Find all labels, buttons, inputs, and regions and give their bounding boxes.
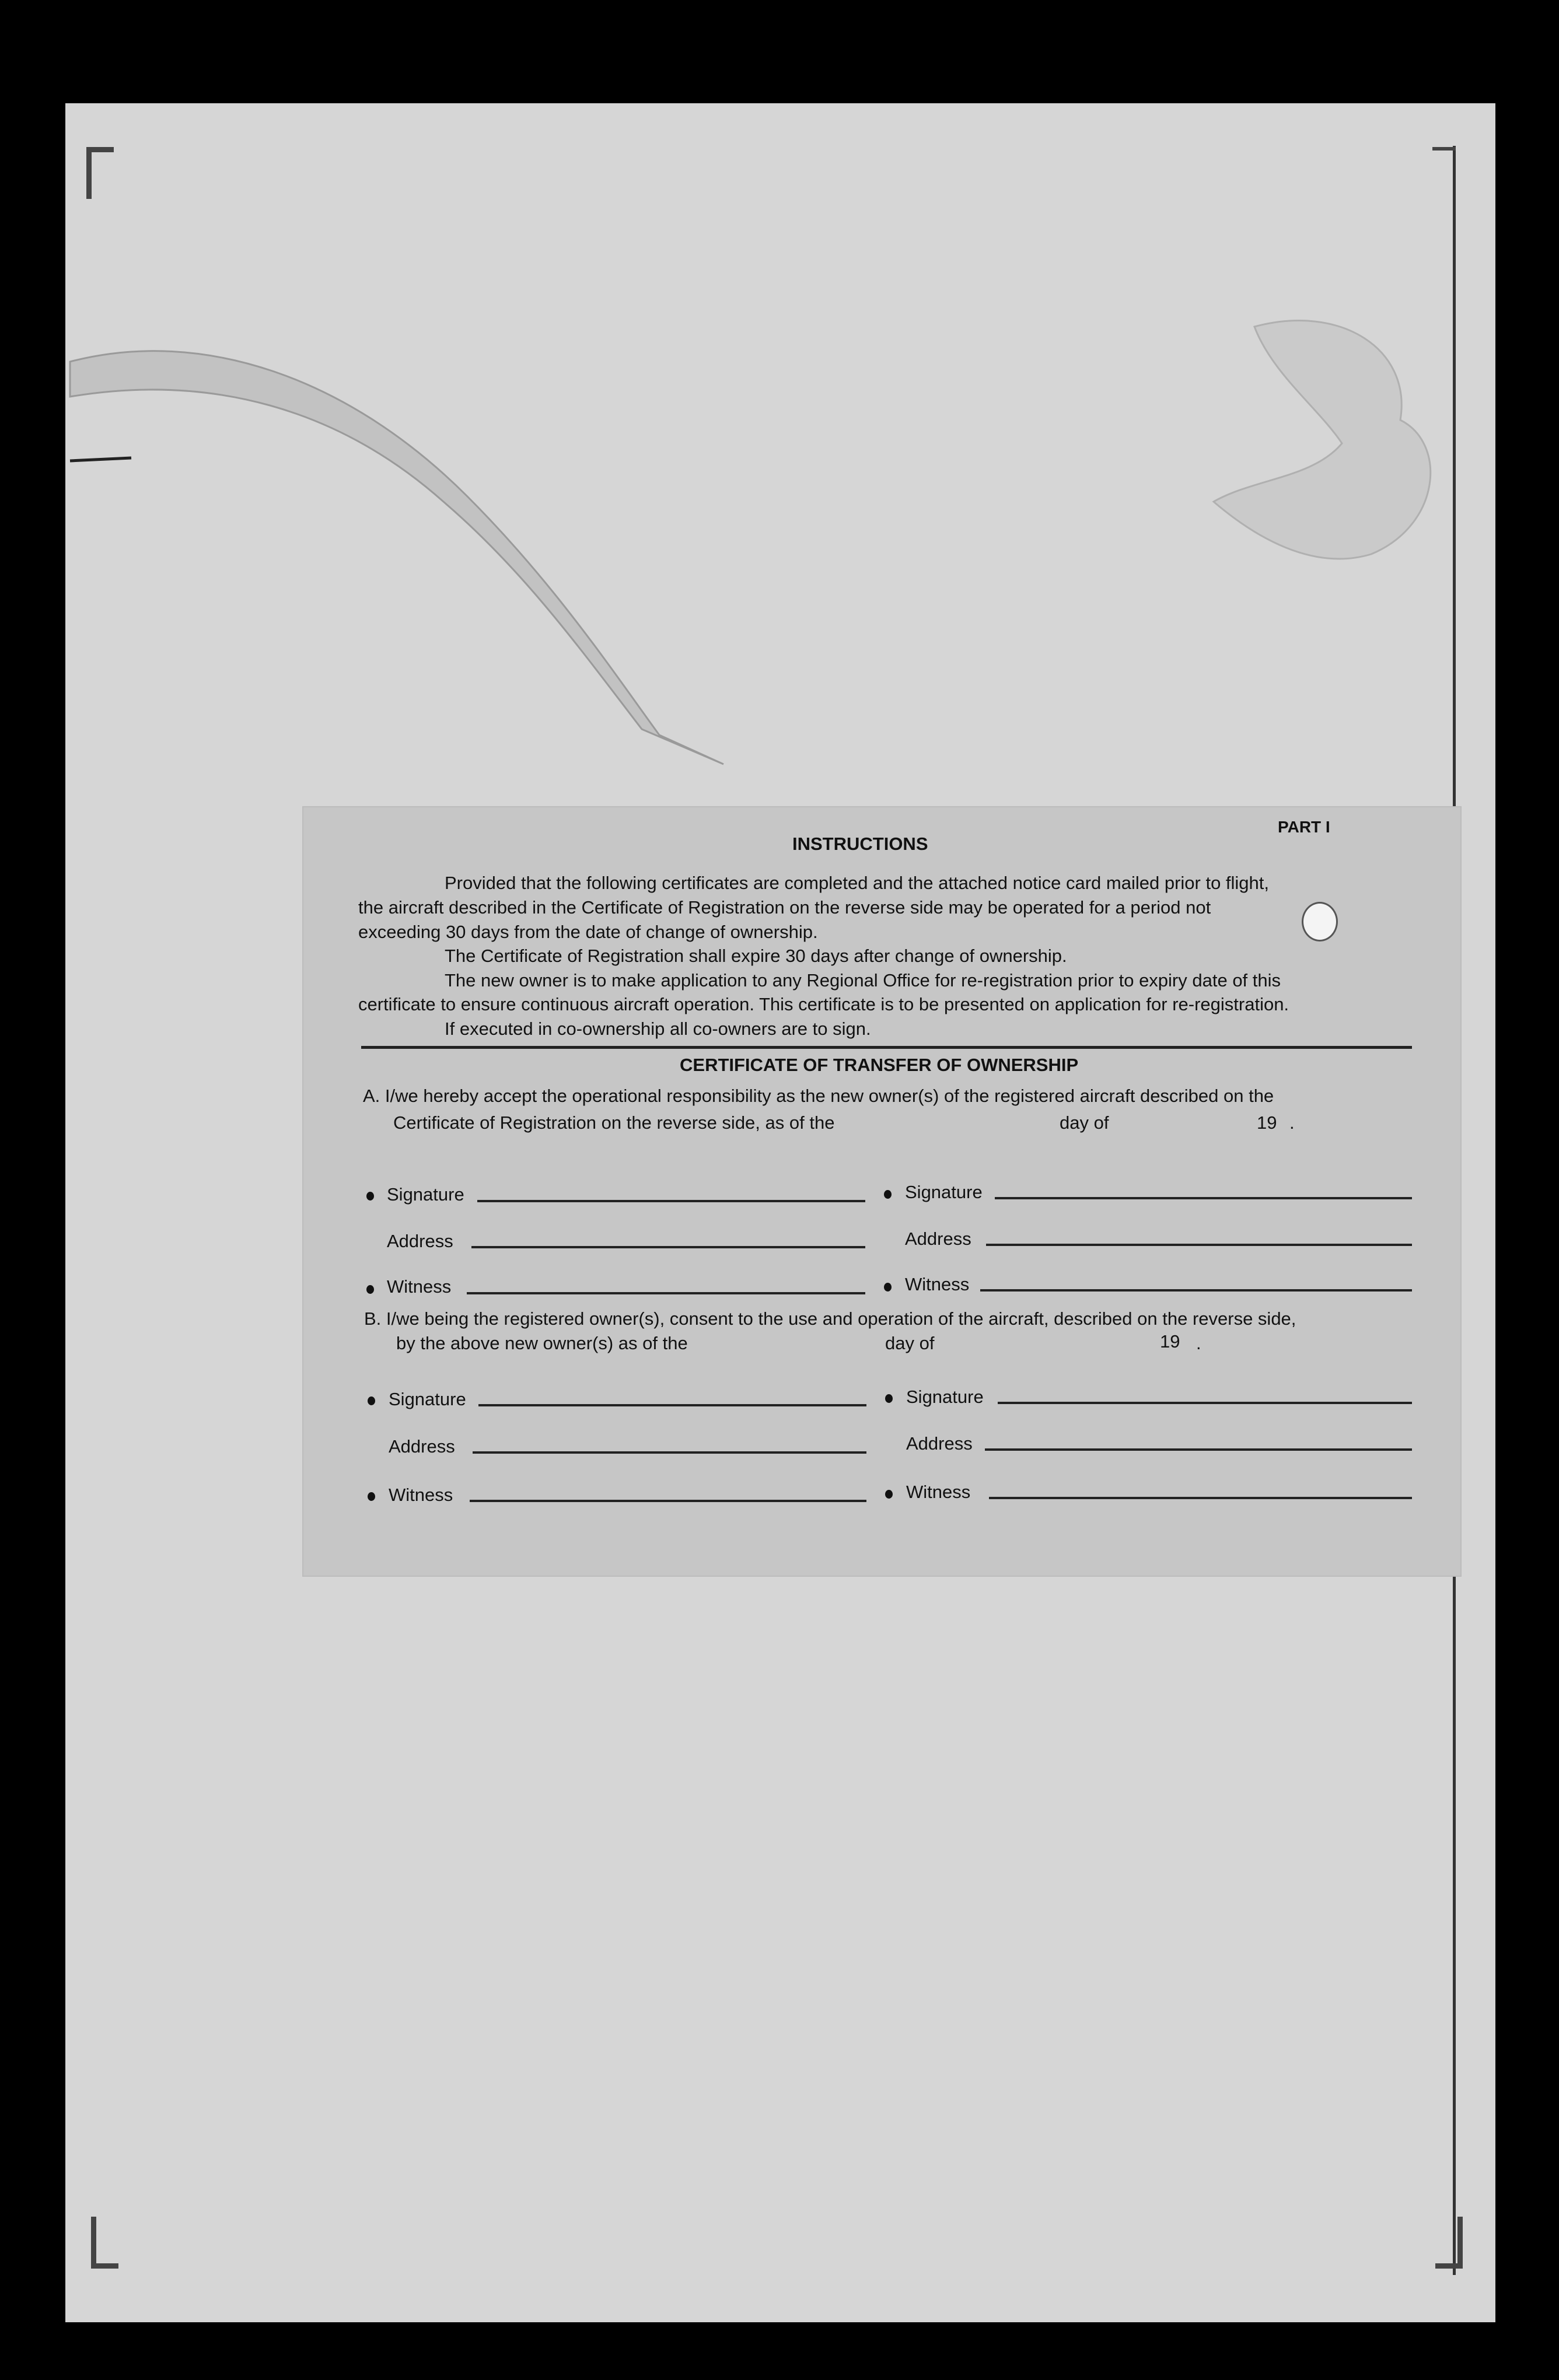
witness-field-a-left[interactable] xyxy=(467,1292,865,1294)
address-label: Address xyxy=(905,1228,971,1249)
signature-field-b-right[interactable] xyxy=(998,1402,1412,1404)
bullet-icon xyxy=(366,1285,374,1294)
instructions-line: certificate to ensure continuous aircraft operation. This certificate is to be presented on application for re-registration. xyxy=(358,994,1289,1014)
address-field-b-left[interactable] xyxy=(473,1451,866,1454)
section-a-day-of: day of xyxy=(1060,1112,1109,1133)
address-label: Address xyxy=(389,1436,455,1457)
instructions-line: the aircraft described in the Certificate of Registration on the reverse side may be operated for a period not xyxy=(358,897,1211,918)
section-a-text: A. I/we hereby accept the operational responsibility as the new owner(s) of the registered aircraft described on the xyxy=(363,1086,1274,1106)
address-label: Address xyxy=(906,1433,973,1454)
witness-field-b-left[interactable] xyxy=(470,1500,866,1502)
signature-label: Signature xyxy=(389,1389,466,1409)
witness-field-b-right[interactable] xyxy=(989,1497,1412,1499)
witness-label: Witness xyxy=(389,1485,453,1505)
signature-label: Signature xyxy=(906,1387,984,1407)
instructions-title: INSTRUCTIONS xyxy=(792,834,928,854)
witness-label: Witness xyxy=(905,1274,970,1294)
punched-hole xyxy=(1302,902,1338,942)
signature-field-b-left[interactable] xyxy=(478,1404,866,1406)
instructions-line: The Certificate of Registration shall expire 30 days after change of ownership. xyxy=(445,946,1067,966)
address-label: Address xyxy=(387,1231,453,1251)
section-a-year: 19 xyxy=(1257,1112,1277,1133)
address-field-b-right[interactable] xyxy=(985,1448,1412,1451)
bullet-icon xyxy=(368,1396,375,1405)
instructions-line: The new owner is to make application to any Regional Office for re-registration prior to expiry date of this xyxy=(445,970,1281,991)
address-field-a-left[interactable] xyxy=(471,1246,865,1248)
transfer-of-ownership-card xyxy=(303,807,1460,1576)
section-b-text-line2: by the above new owner(s) as of the xyxy=(396,1333,688,1353)
section-a-period: . xyxy=(1289,1112,1295,1133)
part-label: PART I xyxy=(1278,818,1330,836)
signature-label: Signature xyxy=(905,1182,983,1202)
section-b-day-of: day of xyxy=(885,1333,935,1353)
section-b-text: B. I/we being the registered owner(s), consent to the use and operation of the aircraft, described on the reverse side, xyxy=(364,1308,1296,1329)
section-a-text-line2: Certificate of Registration on the reverse side, as of the xyxy=(393,1112,835,1133)
divider-rule xyxy=(361,1046,1412,1049)
bullet-icon xyxy=(885,1490,893,1499)
witness-field-a-right[interactable] xyxy=(980,1289,1412,1292)
address-field-a-right[interactable] xyxy=(986,1244,1412,1246)
certificate-title: CERTIFICATE OF TRANSFER OF OWNERSHIP xyxy=(680,1055,1079,1075)
bullet-icon xyxy=(884,1190,892,1199)
instructions-line: If executed in co-ownership all co-owners are to sign. xyxy=(445,1019,871,1039)
signature-label: Signature xyxy=(387,1184,464,1205)
bullet-icon xyxy=(368,1492,375,1501)
witness-label: Witness xyxy=(906,1482,971,1502)
signature-field-a-left[interactable] xyxy=(477,1200,865,1202)
bullet-icon xyxy=(366,1192,374,1200)
bullet-icon xyxy=(884,1283,892,1292)
bullet-icon xyxy=(885,1394,893,1403)
section-b-year: 19 xyxy=(1160,1331,1180,1352)
instructions-line: Provided that the following certificates are completed and the attached notice card mailed prior to flight, xyxy=(445,873,1270,893)
signature-field-a-right[interactable] xyxy=(995,1197,1412,1199)
section-b-period: . xyxy=(1196,1333,1201,1353)
instructions-line: exceeding 30 days from the date of change of ownership. xyxy=(358,922,818,942)
witness-label: Witness xyxy=(387,1276,452,1297)
